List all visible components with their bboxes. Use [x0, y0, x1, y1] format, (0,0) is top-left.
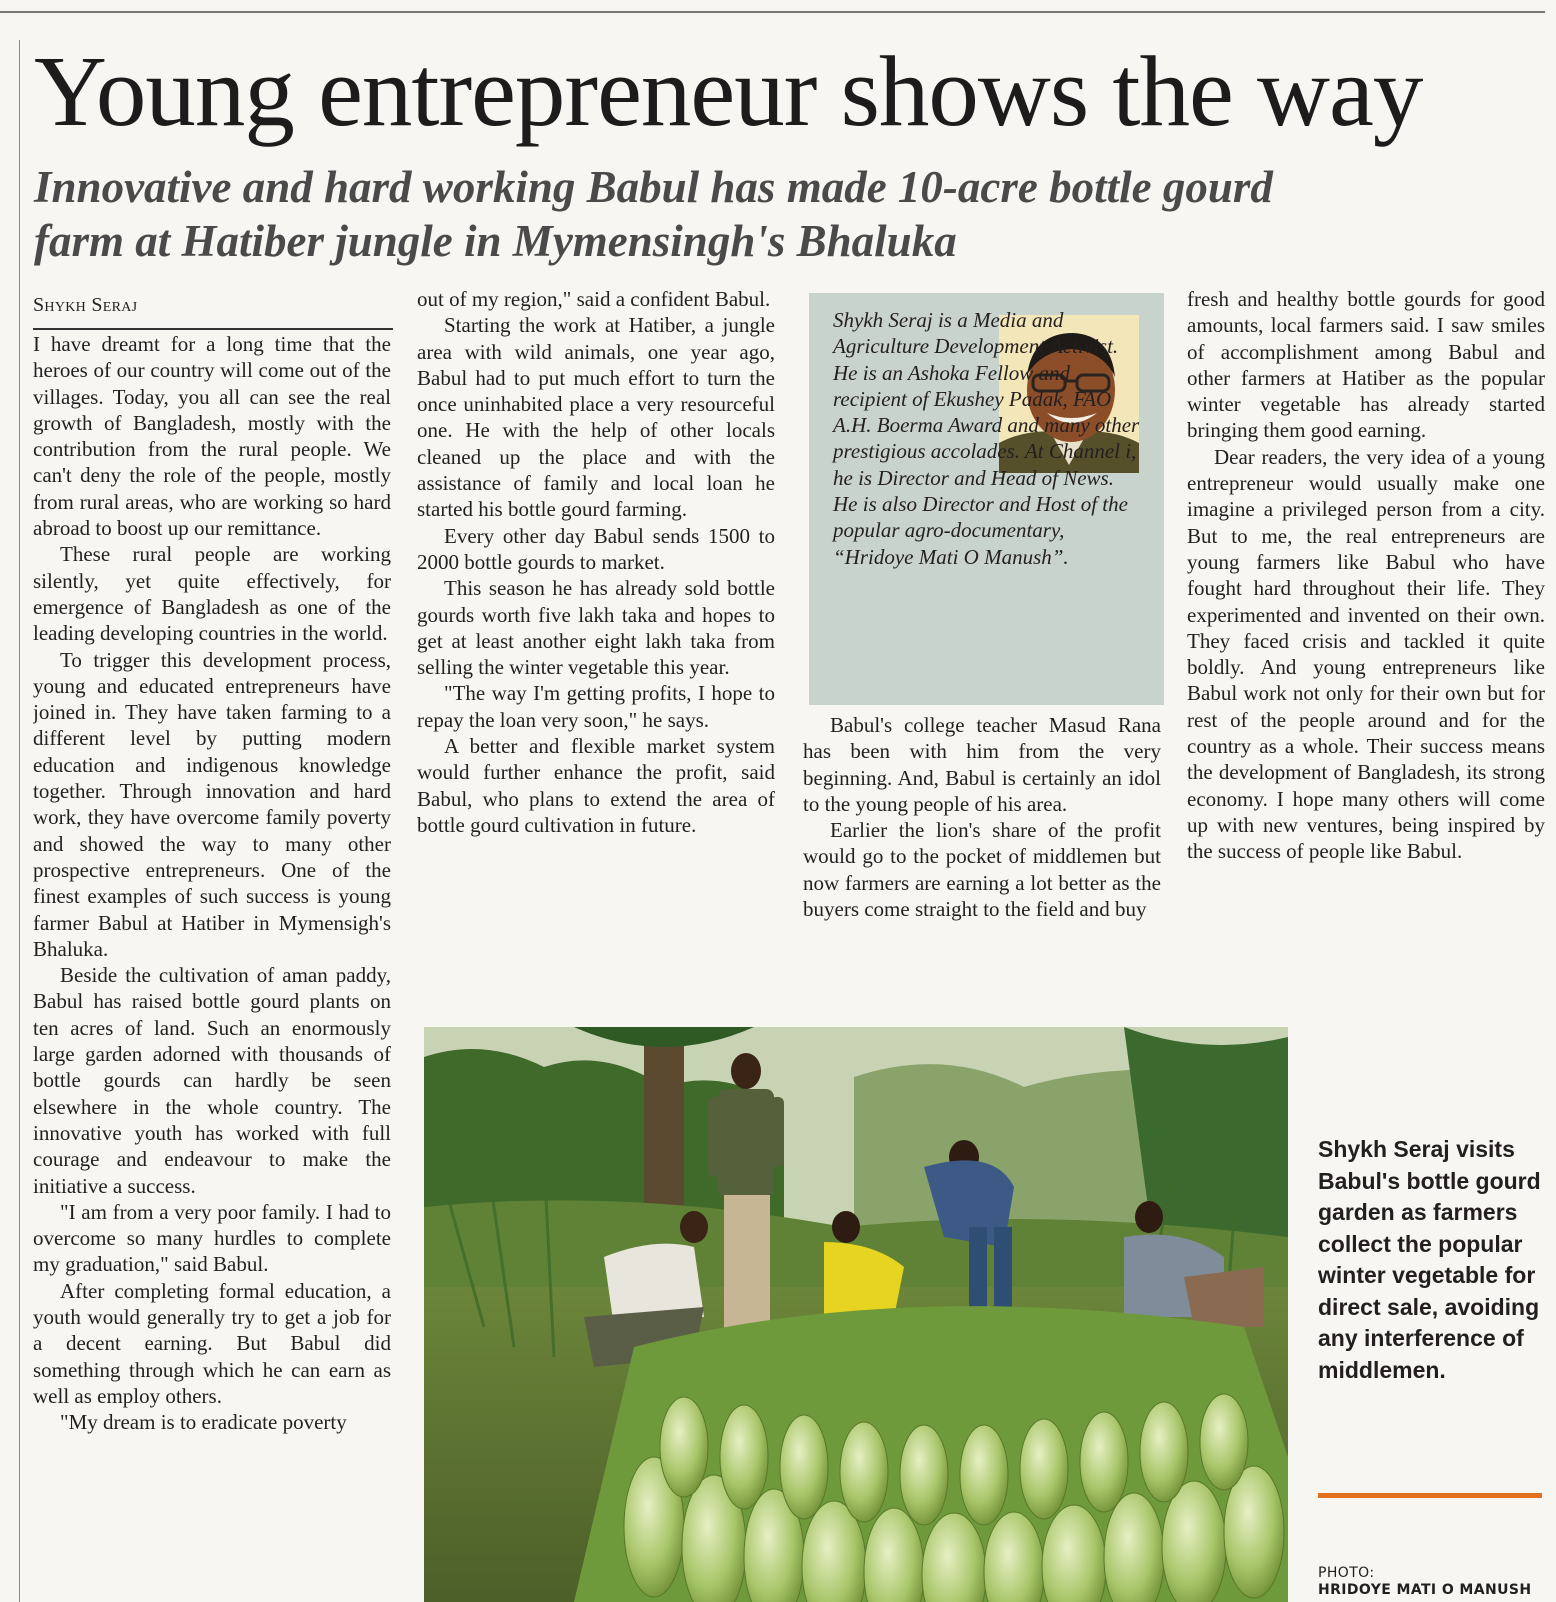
paragraph: After completing formal education, a youth would generally try to get a job for a decent earning. But Babul did something through which he can earn as well as employ others.	[33, 1278, 391, 1408]
photo-caption: Shykh Seraj visits Babul's bottle gourd garden as farmers collect the popular winter vegetable for direct sale, avoiding any interference of middlemen.	[1318, 1136, 1541, 1383]
article-column-1	[33, 331, 391, 1602]
article-column-4	[1187, 286, 1545, 865]
caption-rule	[1318, 1493, 1542, 1498]
paragraph: This season he has already sold bottle gourds worth five lakh taka and hopes to get at least another eight lakh taka from selling the winter vegetable this year.	[417, 576, 775, 680]
author-bio-text: Shykh Seraj is a Media and Agriculture Development Activist. He is an Ashoka Fellow and recipient of Ekushey Padak, FAO A.H. Boerma Award and many other prestigious accolades. At Channel i, he is Director and Head of News. He is also Director and Host of the popular agro-documentary, “Hridoye Mati O Manush”.	[833, 308, 1140, 569]
photo-credit	[1318, 1565, 1554, 1599]
byline: Shykh Seraj	[33, 294, 138, 316]
paragraph: To trigger this development process, young and educated entrepreneurs have joined in. They have taken farming to a different level by putting modern education and indigenous knowledge together. Through innovation and hard work, they have overcome family poverty and showed the way to many other prospective entrepreneurs. One of the finest examples of such success is young farmer Babul at Hatiber in Mymensigh's Bhaluka.	[33, 647, 391, 961]
subheadline-line-1: Innovative and hard working Babul has made 10-acre bottle gourd	[34, 162, 1273, 212]
paragraph: "My dream is to eradicate poverty	[60, 1410, 347, 1435]
subheadline-line-2: farm at Hatiber jungle in Mymensingh's Bhaluka	[34, 216, 957, 266]
article-photo	[424, 1027, 1288, 1602]
paragraph: out of my region," said a confident Babul.	[417, 287, 771, 311]
article-column-3	[803, 712, 1161, 922]
photo-credit-name: HRIDOYE MATI O MANUSH	[1318, 1582, 1532, 1598]
paragraph: Dear readers, the very idea of a young entrepreneur would usually make one imagine a privileged person from a city. But to me, the real entrepreneurs are young farmers like Babul who have fought hard throughout their life. They experimented and invented on their own. They faced crisis and tackled it quite boldly. And young entrepreneurs like Babul work not only for their own but for rest of the people around and for the country as a whole. Their success means the development of Bangladesh, its strong economy. I hope many others will come up with new ventures, being inspired by the success of people like Babul.	[1187, 444, 1545, 864]
left-column-rule	[19, 40, 20, 1602]
farm-photo-image	[424, 1027, 1288, 1602]
paragraph: I have dreamt for a long time that the heroes of our country will come out of the villages. Today, you all can see the real growth of Bangladesh, mostly with the contribution from the rural people. We can't deny the role of the people, mostly from rural areas, who are working so hard abroad to boost up our remittance.	[33, 332, 391, 541]
top-border-rule	[0, 11, 1545, 13]
paragraph: Every other day Babul sends 1500 to 2000 bottle gourds to market.	[417, 523, 775, 574]
article-column-2	[417, 286, 775, 838]
paragraph: "The way I'm getting profits, I hope to repay the loan very soon," he says.	[417, 681, 775, 732]
headline: Young entrepreneur shows the way	[34, 35, 1423, 147]
paragraph: Beside the cultivation of aman paddy, Babul has raised bottle gourd plants on ten acres of land. Such an enormously large garden adorned with thousands of bottle gourds can hardly be seen elsewhere in the whole country. The innovative youth has worked with full courage and endeavour to make the initiative a success.	[33, 963, 391, 1198]
paragraph: Earlier the lion's share of the profit would go to the pocket of middlemen but now farmers are earning a lot better as the buyers come straight to the field and buy	[803, 818, 1161, 922]
subheadline	[34, 160, 1514, 268]
paragraph: fresh and healthy bottle gourds for good amounts, local farmers said. I saw smiles of accomplishment among Babul and other farmers at Hatiber as the popular winter vegetable has already started bringing them good earning.	[1187, 287, 1545, 443]
byline-rule	[33, 328, 393, 330]
paragraph: Starting the work at Hatiber, a jungle area with wild animals, one year ago, Babul had to put much effort to turn the once uninhabited place a very resourceful one. He with the help of other locals cleaned up the place and with the assistance of family and local loan he started his bottle gourd farming.	[417, 313, 775, 522]
paragraph: A better and flexible market system would further enhance the profit, said Babul, who plans to extend the area of bottle gourd cultivation in future.	[417, 734, 775, 837]
author-bio-box	[809, 293, 1164, 705]
paragraph: "I am from a very poor family. I had to overcome so many hurdles to complete my graduation," said Babul.	[33, 1199, 391, 1277]
paragraph: Babul's college teacher Masud Rana has been with him from the very beginning. And, Babul is certainly an idol to the young people of his area.	[803, 713, 1161, 816]
photo-credit-label: PHOTO:	[1318, 1565, 1375, 1581]
paragraph: These rural people are working silently, yet quite effectively, for emergence of Bangladesh as one of the leading developing countries in the world.	[33, 542, 391, 646]
